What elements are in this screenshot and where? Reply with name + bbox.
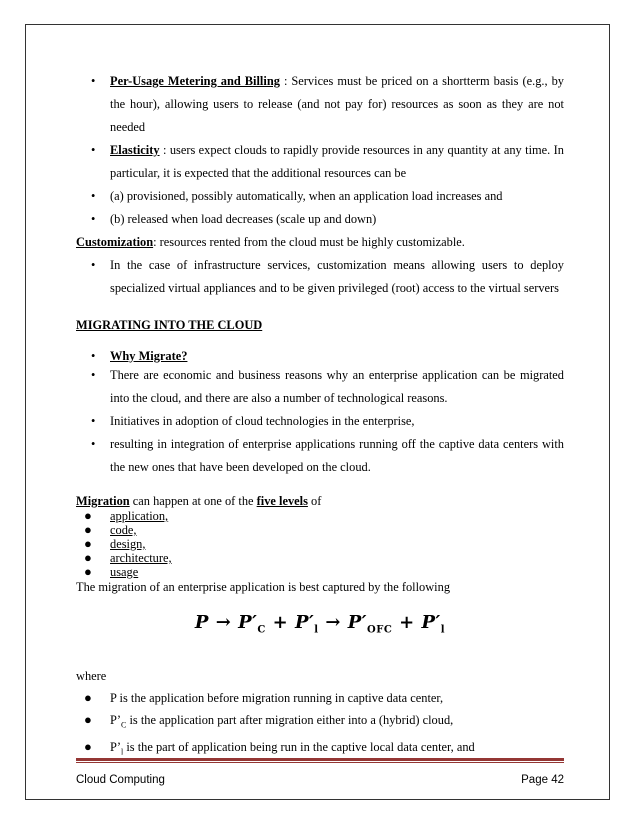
formula-plus: +	[272, 612, 289, 633]
term-elasticity: Elasticity	[110, 143, 160, 157]
list-item	[76, 410, 564, 433]
formula-pl: P′	[295, 612, 315, 633]
formula-sub: l	[440, 624, 446, 636]
filled-bullet-icon: ●	[84, 739, 92, 755]
level-label: code,	[110, 523, 137, 537]
formula-sub: C	[257, 624, 266, 636]
where-text: is the part of application being run in the captive local data center, and	[123, 740, 475, 755]
item-text: (a) provisioned, possibly automatically, when an application load increases and	[110, 189, 503, 203]
footer-title: Cloud Computing	[76, 774, 165, 786]
heading-migrating: MIGRATING INTO THE CLOUD	[76, 318, 263, 332]
filled-bullet-icon: ●	[84, 550, 92, 565]
formula-pc: P′	[238, 612, 258, 633]
bullet-icon: •	[91, 212, 96, 226]
paragraph-text: : resources rented from the cloud must be highly customizable.	[153, 235, 465, 249]
arrow-icon: →	[215, 612, 232, 633]
formula-p: P	[194, 612, 209, 633]
where-label	[76, 665, 564, 687]
bullet-icon: •	[91, 74, 96, 88]
term-five-levels: five levels	[256, 494, 308, 508]
formula-pl2: P′	[421, 612, 441, 633]
item-text: (b) released when load decreases (scale up and down)	[110, 212, 377, 226]
filled-bullet-icon: ●	[84, 508, 92, 523]
footer-rule	[76, 758, 564, 761]
footer-rule-thin	[76, 762, 564, 763]
migration-paragraph	[76, 493, 564, 509]
term-per-usage-metering: Per-Usage Metering and Billing	[110, 74, 280, 88]
term-customization: Customization	[76, 235, 154, 249]
level-item	[76, 565, 564, 579]
where-text: is the application part after migration either into a (hybrid) cloud,	[126, 712, 454, 727]
term-why-migrate: Why Migrate?	[110, 349, 188, 363]
where-sub: l	[121, 747, 124, 757]
page-content	[76, 70, 564, 764]
list-item	[76, 185, 564, 208]
level-item	[76, 509, 564, 523]
where-text: P is the application before migration running in captive data center,	[110, 690, 444, 705]
level-item	[76, 551, 564, 565]
customization-paragraph	[76, 231, 564, 254]
level-label: application,	[110, 509, 169, 523]
item-text: Initiatives in adoption of cloud technologies in the enterprise,	[110, 414, 415, 428]
bullet-icon: •	[91, 258, 96, 272]
paragraph-text: of	[307, 494, 322, 508]
filled-bullet-icon: ●	[84, 564, 92, 579]
spacer	[76, 300, 564, 314]
item-text: There are economic and business reasons why an enterprise application can be migrated into the cloud, and there are also a number of technological reasons.	[110, 368, 564, 405]
level-item	[76, 537, 564, 551]
bullet-icon: •	[91, 143, 96, 157]
level-label: architecture,	[110, 551, 172, 565]
paragraph-text: where	[76, 668, 107, 683]
list-item	[76, 349, 564, 364]
list-item	[76, 433, 564, 479]
paragraph-text: can happen at one of the	[129, 494, 257, 508]
spacer	[76, 479, 564, 493]
bullet-icon: •	[91, 414, 96, 428]
bullet-icon: •	[91, 437, 96, 451]
section-heading	[76, 314, 564, 337]
where-text: P’	[110, 712, 122, 727]
formula-sub: l	[314, 624, 319, 636]
where-sub: C	[121, 720, 127, 730]
bullet-icon: •	[91, 349, 96, 363]
page-number: Page 42	[521, 774, 564, 786]
level-label: usage	[110, 565, 139, 579]
list-item	[76, 364, 564, 410]
bullet-icon: •	[91, 189, 96, 203]
list-item	[76, 254, 564, 300]
formula-plus: +	[399, 612, 415, 633]
level-label: design,	[110, 537, 146, 551]
item-text: resulting in integration of enterprise applications running off the captive data centers with the new ones that have been developed on the cloud.	[110, 437, 564, 474]
paragraph-text: The migration of an enterprise application is best captured by the following	[76, 580, 451, 594]
filled-bullet-icon: ●	[84, 522, 92, 537]
arrow-icon: →	[325, 612, 341, 633]
page-footer	[76, 774, 564, 786]
where-text: P’	[110, 740, 122, 755]
where-item	[76, 709, 564, 736]
filled-bullet-icon: ●	[84, 711, 92, 727]
bullet-icon: •	[91, 368, 96, 382]
migration-formula	[76, 611, 564, 643]
captured-paragraph	[76, 579, 564, 595]
formula-sub: OFC	[367, 624, 393, 636]
term-migration: Migration	[76, 494, 130, 508]
item-text: : Services must be priced on a shortterm basis (e.g., by the hour), allowing users to release (and not pay for) resources as soon as they are not needed	[110, 74, 564, 134]
formula-pofc: P′	[347, 612, 368, 633]
list-item	[76, 139, 564, 185]
filled-bullet-icon: ●	[84, 689, 92, 705]
list-item	[76, 70, 564, 139]
item-text: : users expect clouds to rapidly provide resources in any quantity at any time. In particular, it is expected that the additional resources can be	[110, 143, 564, 180]
item-text: In the case of infrastructure services, customization means allowing users to deploy specialized virtual appliances and to be given privileged (root) access to the virtual servers	[110, 258, 564, 295]
list-item	[76, 208, 564, 231]
where-item	[76, 687, 564, 709]
level-item	[76, 523, 564, 537]
filled-bullet-icon: ●	[84, 536, 92, 551]
